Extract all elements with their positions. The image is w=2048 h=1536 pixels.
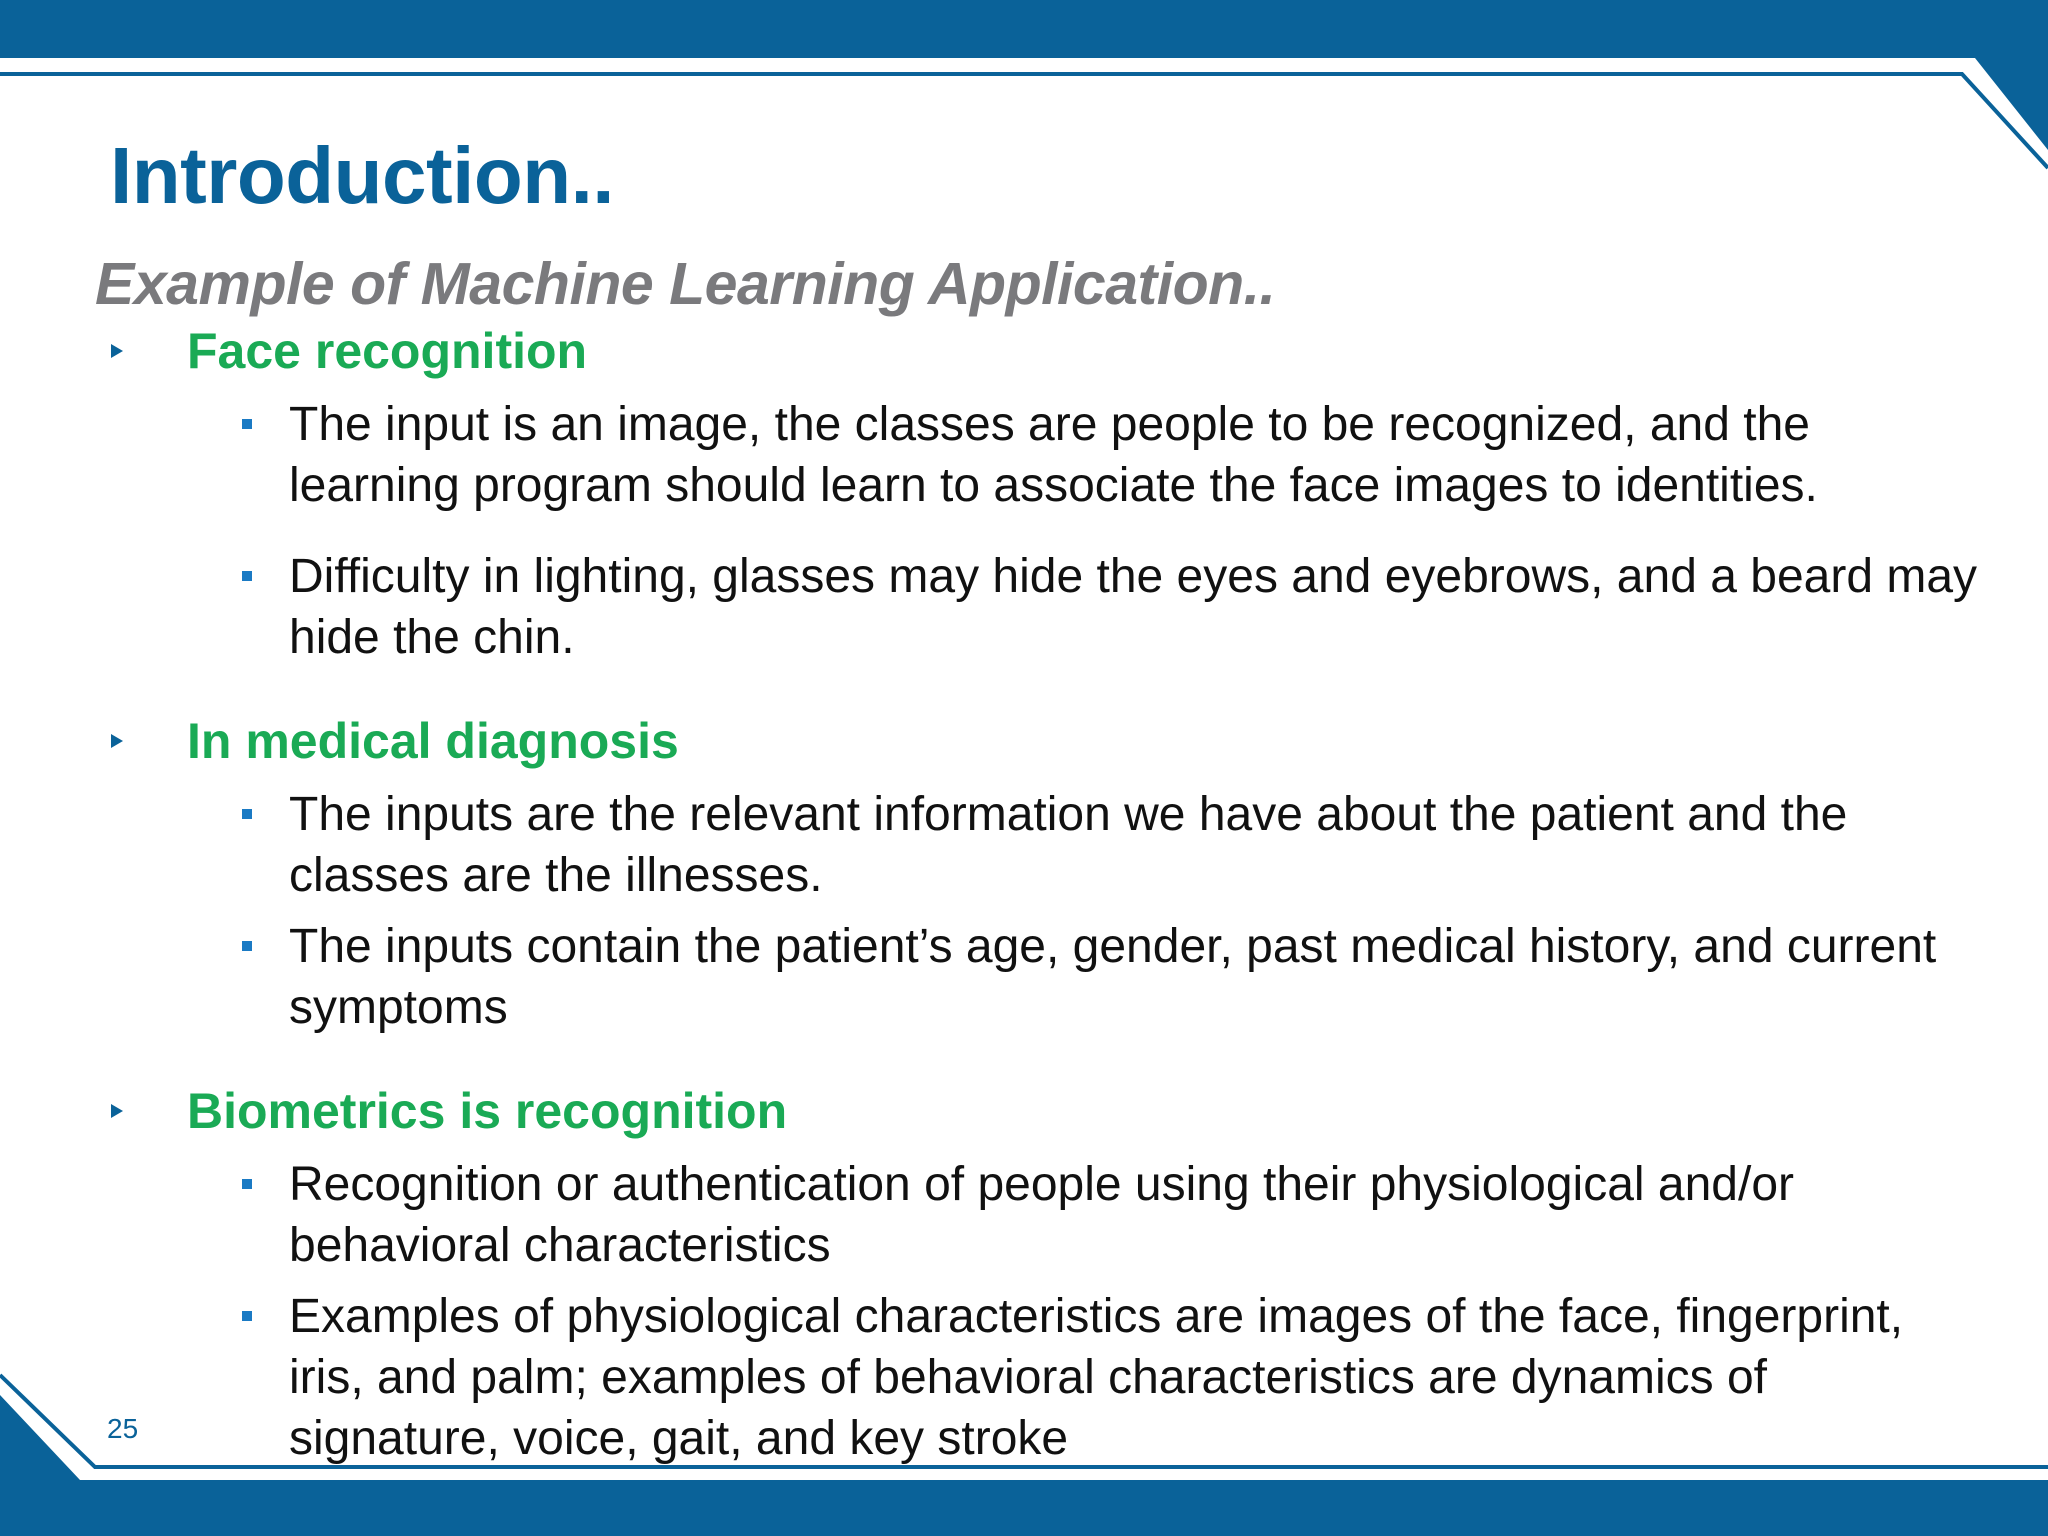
section-medical-diagnosis: [105, 708, 1985, 1038]
section-heading: In medical diagnosis: [187, 713, 679, 769]
section-biometrics: [105, 1078, 1985, 1469]
page-number: 25: [107, 1413, 139, 1444]
bullet-item: [105, 546, 1985, 668]
bullet-list: [105, 1154, 1985, 1469]
triangle-bullet-icon: [111, 344, 123, 358]
slide-title: Introduction..: [110, 131, 615, 220]
square-bullet-icon: [242, 571, 252, 581]
bullet-list: [105, 784, 1985, 1038]
bullet-list: [105, 394, 1985, 668]
bullet-item: [105, 916, 1985, 1038]
bullet-text: The inputs contain the patient’s age, gender, past medical history, and current symptoms: [289, 920, 1937, 1034]
square-bullet-icon: [242, 419, 252, 429]
bullet-text: The inputs are the relevant information we have about the patient and the classes are the illnesses.: [289, 788, 1848, 902]
triangle-bullet-icon: [111, 1104, 123, 1118]
square-bullet-icon: [242, 1179, 252, 1189]
section-heading-row: [105, 708, 1985, 774]
section-heading: Biometrics is recognition: [187, 1083, 788, 1139]
bullet-item: [105, 784, 1985, 906]
bullet-text: Difficulty in lighting, glasses may hide the eyes and eyebrows, and a beard may hide the chin.: [289, 550, 1978, 664]
section-face-recognition: [105, 318, 1985, 668]
triangle-bullet-icon: [111, 734, 123, 748]
slide-subtitle: Example of Machine Learning Application..: [95, 251, 1276, 317]
section-heading-row: [105, 1078, 1985, 1144]
bullet-item: [105, 1154, 1985, 1276]
bullet-text: Examples of physiological characteristics are images of the face, fingerprint, iris, and palm; examples of behavioral characteristics are dynamics of signature, voice, gait, and key stroke: [289, 1290, 1904, 1465]
bullet-text: The input is an image, the classes are people to be recognized, and the learning program should learn to associate the face images to identities.: [289, 398, 1818, 512]
bullet-item: [105, 1286, 1985, 1469]
square-bullet-icon: [242, 809, 252, 819]
bullet-item: [105, 394, 1985, 516]
slide-content: [105, 318, 1985, 1469]
bullet-text: Recognition or authentication of people using their physiological and/or behavioral characteristics: [289, 1158, 1794, 1272]
square-bullet-icon: [242, 1311, 252, 1321]
section-heading: Face recognition: [187, 323, 588, 379]
section-heading-row: [105, 318, 1985, 384]
square-bullet-icon: [242, 941, 252, 951]
